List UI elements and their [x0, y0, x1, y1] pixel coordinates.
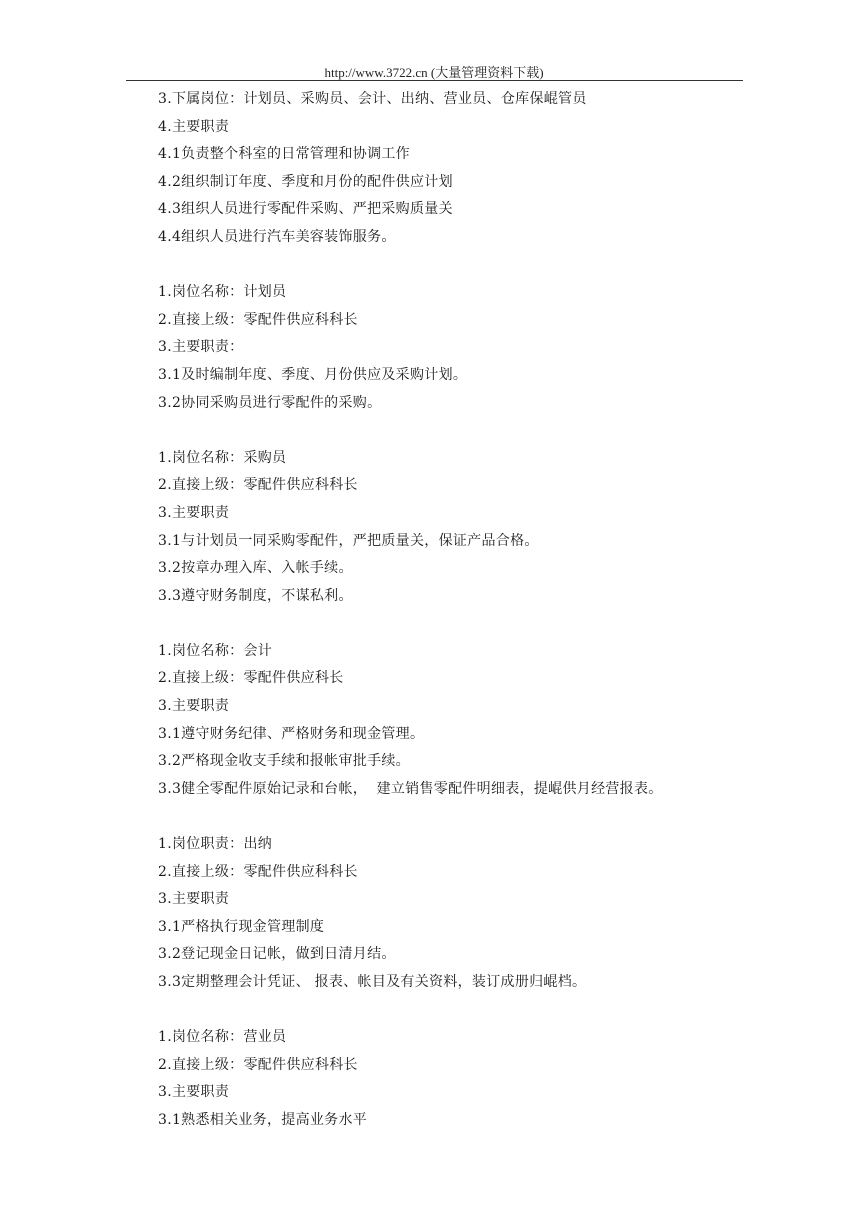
section-gap [158, 610, 758, 638]
text-line: 2.直接上级：零配件供应科科长 [158, 1056, 358, 1073]
text-line: 3.主要职责 [158, 698, 230, 715]
text-line: 1.岗位职责：出纳 [158, 836, 273, 853]
text-line: 1.岗位名称：会计 [158, 642, 273, 659]
text-line: 4.主要职责 [158, 118, 230, 135]
text-line: 4.3组织人员进行零配件采购、严把采购质量关 [158, 201, 453, 218]
text-line: 3.主要职责： [158, 339, 244, 356]
text-line: 3.2协同采购员进行零配件的采购。 [158, 394, 382, 411]
text-line: 3.主要职责 [158, 891, 230, 908]
text-line: 3.2按章办理入库、入帐手续。 [158, 560, 353, 577]
text-line: 3.1熟悉相关业务，提高业务水平 [158, 1111, 368, 1128]
text-line: 4.2组织制订年度、季度和月份的配件供应计划 [158, 173, 453, 190]
section-gap [158, 252, 758, 280]
page-header: http://www.3722.cn (大量管理资料下载) [324, 65, 544, 80]
text-line: 2.直接上级：零配件供应科科长 [158, 311, 358, 328]
text-line: 3.主要职责 [158, 1084, 230, 1101]
document-body [158, 86, 758, 1135]
text-line: 1.岗位名称：采购员 [158, 449, 287, 466]
text-line: 2.直接上级：零配件供应科科长 [158, 863, 358, 880]
text-line: 3.1遵守财务纪律、严格财务和现金管理。 [158, 725, 425, 742]
section-gap [158, 803, 758, 831]
text-line: 3.3健全零配件原始记录和台帐， 建立销售零配件明细表，提崐供月经营报表。 [158, 780, 663, 797]
text-line: 4.4组织人员进行汽车美容装饰服务。 [158, 228, 396, 245]
text-line: 3.2登记现金日记帐，做到日清月结。 [158, 946, 396, 963]
text-line: 2.直接上级：零配件供应科科长 [158, 477, 358, 494]
header-divider [126, 80, 743, 81]
text-line: 2.直接上级：零配件供应科长 [158, 670, 344, 687]
section-gap [158, 417, 758, 445]
text-line: 3.3定期整理会计凭证、 报表、帐目及有关资料，装订成册归崐档。 [158, 974, 587, 990]
text-line: 3.1严格执行现金管理制度 [158, 918, 325, 935]
text-line: 3.主要职责 [158, 504, 230, 521]
text-line: 3.1及时编制年度、季度、月份供应及采购计划。 [158, 366, 468, 383]
text-line: 3.3遵守财务制度，不谋私利。 [158, 587, 353, 604]
text-line: 4.1负责整个科室的日常管理和协调工作 [158, 146, 410, 163]
text-line: 1.岗位名称：营业员 [158, 1029, 287, 1046]
text-line: 3.1与计划员一同采购零配件，严把质量关，保证产品合格。 [158, 532, 539, 549]
section-gap [158, 997, 758, 1025]
text-line: 3.下属岗位：计划员、采购员、会计、出纳、营业员、仓库保崐管员 [158, 91, 587, 107]
text-line: 1.岗位名称：计划员 [158, 284, 287, 301]
text-line: 3.2严格现金收支手续和报帐审批手续。 [158, 753, 410, 770]
